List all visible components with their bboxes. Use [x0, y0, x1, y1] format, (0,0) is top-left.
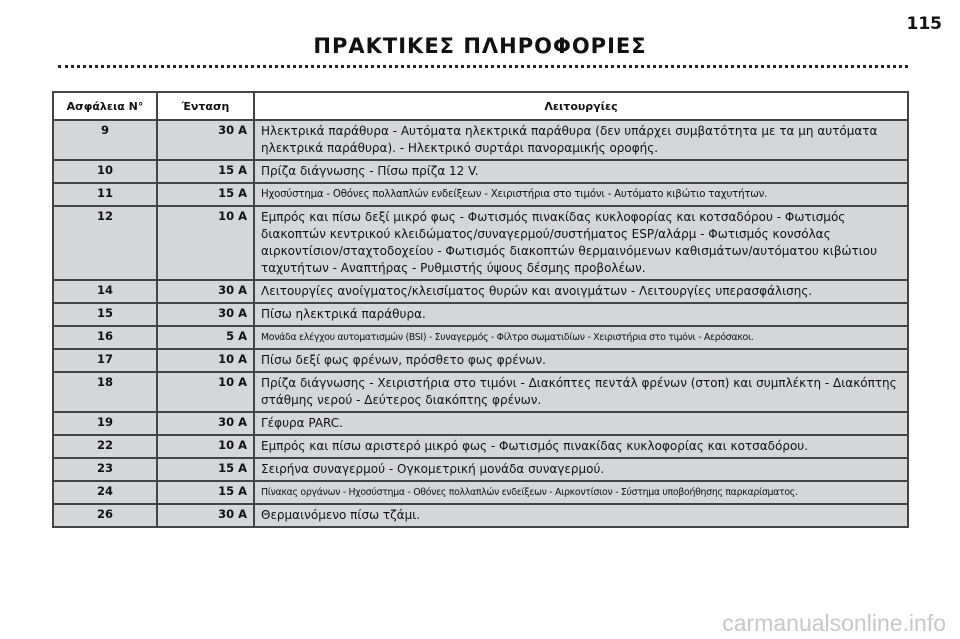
- fuse-amperage: 30 A: [157, 120, 254, 160]
- fuse-functions: Εμπρός και πίσω αριστερό μικρό φως - Φωτισμός πινακίδας κυκλοφορίας και κοτσαδόρου.: [254, 435, 908, 458]
- fuse-amperage: 30 A: [157, 504, 254, 527]
- table-row: [53, 504, 908, 527]
- header-functions: Λειτουργίες: [254, 92, 908, 120]
- page-number: 115: [906, 14, 942, 34]
- fuse-number: 26: [53, 504, 157, 527]
- fuse-amperage: 10 A: [157, 206, 254, 280]
- fuse-functions: Πρίζα διάγνωσης - Χειριστήρια στο τιμόνι - Διακόπτες πεντάλ φρένων (στοπ) και συμπλέκτη - Διακόπτης στάθμης νερού - Δεύτερος διακόπτης φρένων.: [254, 372, 908, 412]
- table-row: [53, 349, 908, 372]
- fuse-functions: Ηλεκτρικά παράθυρα - Αυτόματα ηλεκτρικά παράθυρα (δεν υπάρχει συμβατότητα με τα μη αυτόματα ηλεκτρικά παράθυρα). - Ηλεκτρικό συρτάρι πανοραμικής οροφής.: [254, 120, 908, 160]
- fuse-amperage: 15 A: [157, 183, 254, 206]
- fuse-number: 24: [53, 481, 157, 504]
- table-row: [53, 303, 908, 326]
- fuse-functions: Ηχοσύστημα - Οθόνες πολλαπλών ενδείξεων - Χειριστήρια στο τιμόνι - Αυτόματο κιβώτιο ταχυτήτων.: [254, 183, 908, 206]
- table-row: [53, 120, 908, 160]
- fuse-number: 18: [53, 372, 157, 412]
- fuse-number: 10: [53, 160, 157, 183]
- fuse-amperage: 15 A: [157, 458, 254, 481]
- fuse-amperage: 30 A: [157, 303, 254, 326]
- fuse-amperage: 30 A: [157, 412, 254, 435]
- fuse-amperage: 10 A: [157, 349, 254, 372]
- table-header-row: [53, 92, 908, 120]
- fuse-functions: Θερμαινόμενο πίσω τζάμι.: [254, 504, 908, 527]
- fuse-functions: Πρίζα διάγνωσης - Πίσω πρίζα 12 V.: [254, 160, 908, 183]
- fuse-amperage: 5 A: [157, 326, 254, 349]
- table-row: [53, 458, 908, 481]
- fuse-number: 14: [53, 280, 157, 303]
- table-row: [53, 183, 908, 206]
- fuse-number: 9: [53, 120, 157, 160]
- fuse-functions: Μονάδα ελέγχου αυτοματισμών (BSI) - Συναγερμός - Φίλτρο σωματιδίων - Χειριστήρια στο τιμόνι - Αερόσακοι.: [254, 326, 908, 349]
- fuse-amperage: 15 A: [157, 160, 254, 183]
- table-row: [53, 372, 908, 412]
- table-row: [53, 280, 908, 303]
- fuse-number: 15: [53, 303, 157, 326]
- fuse-functions: Γέφυρα PARC.: [254, 412, 908, 435]
- fuse-functions: Εμπρός και πίσω δεξί μικρό φως - Φωτισμός πινακίδας κυκλοφορίας και κοτσαδόρου - Φωτισμός διακοπτών κεντρικού κλειδώματος/συναγερμού/συστήματος ESP/αλάρμ - Φωτισμός κονσόλας αιρκοντίσιον/σταχτοδοχείου - Φωτισμός διακοπτών θερμαινόμενων καθισμάτων/αυτόματου κιβώτιου ταχυτήτων - Αναπτήρας - Ρυθμιστής ύψους δέσμης προβολέων.: [254, 206, 908, 280]
- page-title: ΠΡΑΚΤΙΚΕΣ ΠΛΗΡΟΦΟΡΙΕΣ: [313, 34, 647, 58]
- fuse-amperage: 10 A: [157, 435, 254, 458]
- fuse-amperage: 30 A: [157, 280, 254, 303]
- table-row: [53, 412, 908, 435]
- watermark: carmanualsonline.info: [722, 610, 946, 636]
- table-row: [53, 326, 908, 349]
- fuse-number: 22: [53, 435, 157, 458]
- fuse-functions: Πίσω δεξί φως φρένων, πρόσθετο φως φρένων.: [254, 349, 908, 372]
- table-row: [53, 160, 908, 183]
- fuse-number: 16: [53, 326, 157, 349]
- dotted-divider: [58, 65, 908, 68]
- fuse-table: [52, 91, 909, 528]
- table-row: [53, 435, 908, 458]
- fuse-number: 17: [53, 349, 157, 372]
- table-row: [53, 481, 908, 504]
- fuse-number: 12: [53, 206, 157, 280]
- table-row: [53, 206, 908, 280]
- header-fuse-number: Ασφάλεια N°: [53, 92, 157, 120]
- header-amperage: Ένταση: [157, 92, 254, 120]
- fuse-functions: Λειτουργίες ανοίγματος/κλεισίματος θυρών και ανοιγμάτων - Λειτουργίες υπερασφάλισης.: [254, 280, 908, 303]
- fuse-number: 11: [53, 183, 157, 206]
- fuse-number: 19: [53, 412, 157, 435]
- fuse-number: 23: [53, 458, 157, 481]
- fuse-functions: Πίσω ηλεκτρικά παράθυρα.: [254, 303, 908, 326]
- fuse-functions: Σειρήνα συναγερμού - Ογκομετρική μονάδα συναγερμού.: [254, 458, 908, 481]
- fuse-amperage: 15 A: [157, 481, 254, 504]
- fuse-amperage: 10 A: [157, 372, 254, 412]
- fuse-functions: Πίνακας οργάνων - Ηχοσύστημα - Οθόνες πολλαπλών ενδείξεων - Αιρκοντίσιον - Σύστημα υποβοήθησης παρκαρίσματος.: [254, 481, 908, 504]
